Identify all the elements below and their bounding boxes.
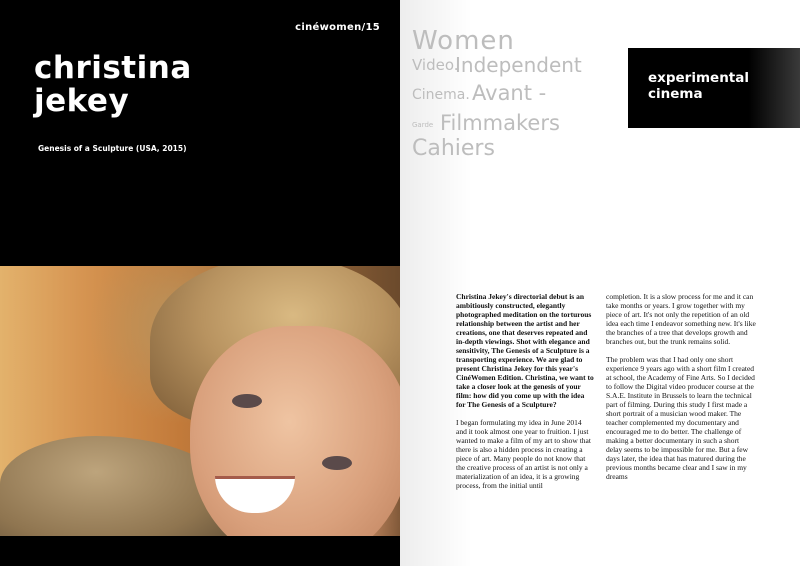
keyword-video: Video. [412, 56, 459, 74]
right-page [400, 0, 800, 566]
article-column-2 [606, 292, 756, 490]
magazine-brand: cinéwomen/15 [295, 22, 380, 33]
keyword-avant: Avant - [472, 81, 547, 105]
photo-face [190, 326, 400, 536]
photo-left-eye [232, 394, 262, 408]
director-last-name: jekey [34, 83, 130, 119]
keyword-garde: Garde [412, 121, 434, 129]
director-first-name: christina [34, 50, 192, 86]
article-intro: Christina Jekey's directorial debut is an ambitiously constructed, elegantly photographed meditation on the torturous relationship between the artist and her creations, one that deserves repeated and in-depth viewings. Shot with elegance and sensitivity, The Genesis of a Sculpture is a transporting experience. We are glad to present Christina Jekey for this year's CinéWomen Edition. Christina, we want to take a closer look at the genesis of your film: how did you come up with the idea for The Genesis of a Sculpture? [456, 292, 594, 409]
section-tag-label [648, 70, 749, 102]
keyword-cahiers: Cahiers [412, 136, 495, 161]
bottom-bar [0, 536, 400, 566]
director-name [34, 52, 192, 118]
photo-right-eye [322, 456, 352, 470]
article-column-1 [456, 292, 594, 499]
section-tag-line2: cinema [648, 86, 703, 102]
portrait-photo [0, 266, 400, 536]
section-tag [628, 48, 800, 128]
film-title: Genesis of a Sculpture (USA, 2015) [38, 144, 187, 153]
article-paragraph: I began formulating my idea in June 2014 and it took almost one year to fruition. I just wanted to make a film of my art to show that there is also a hidden process in creating a piece of art. Many people do not know that the creative process of an artist is not only a materialization of an idea, it is a growing process, from the initial until [456, 418, 591, 490]
article-paragraph: The problem was that I had only one short experience 9 years ago with a short film I created at school, the Academy of Fine Arts. So I decided to follow the Digital video producer course at the S.A.E. Institute in Brussels to learn the technical part of filming. During this study I first made a short portrait of a musician wood maker. The teacher complemented my documentary and encouraged me to do better. The challenge of making a better documentary in such a short delay seems to be impossible for me. But a few days later, the idea that has matured during the previous months became clear and I saw in my dreams [606, 355, 755, 481]
keyword-cinema: Cinema. [412, 87, 470, 103]
section-tag-line1: experimental [648, 70, 749, 86]
keyword-women: Women [412, 26, 515, 56]
article-paragraph: completion. It is a slow process for me and it can take months or years. I grow together with my piece of art. It's not only the repetition of an old idea each time I endeavor something new. It's like the branches of a tree that develops growth and branches out, but the trunk remains solid. [606, 292, 756, 346]
keyword-independent: Independent [455, 53, 582, 77]
keyword-filmmakers: Filmmakers [440, 111, 560, 135]
